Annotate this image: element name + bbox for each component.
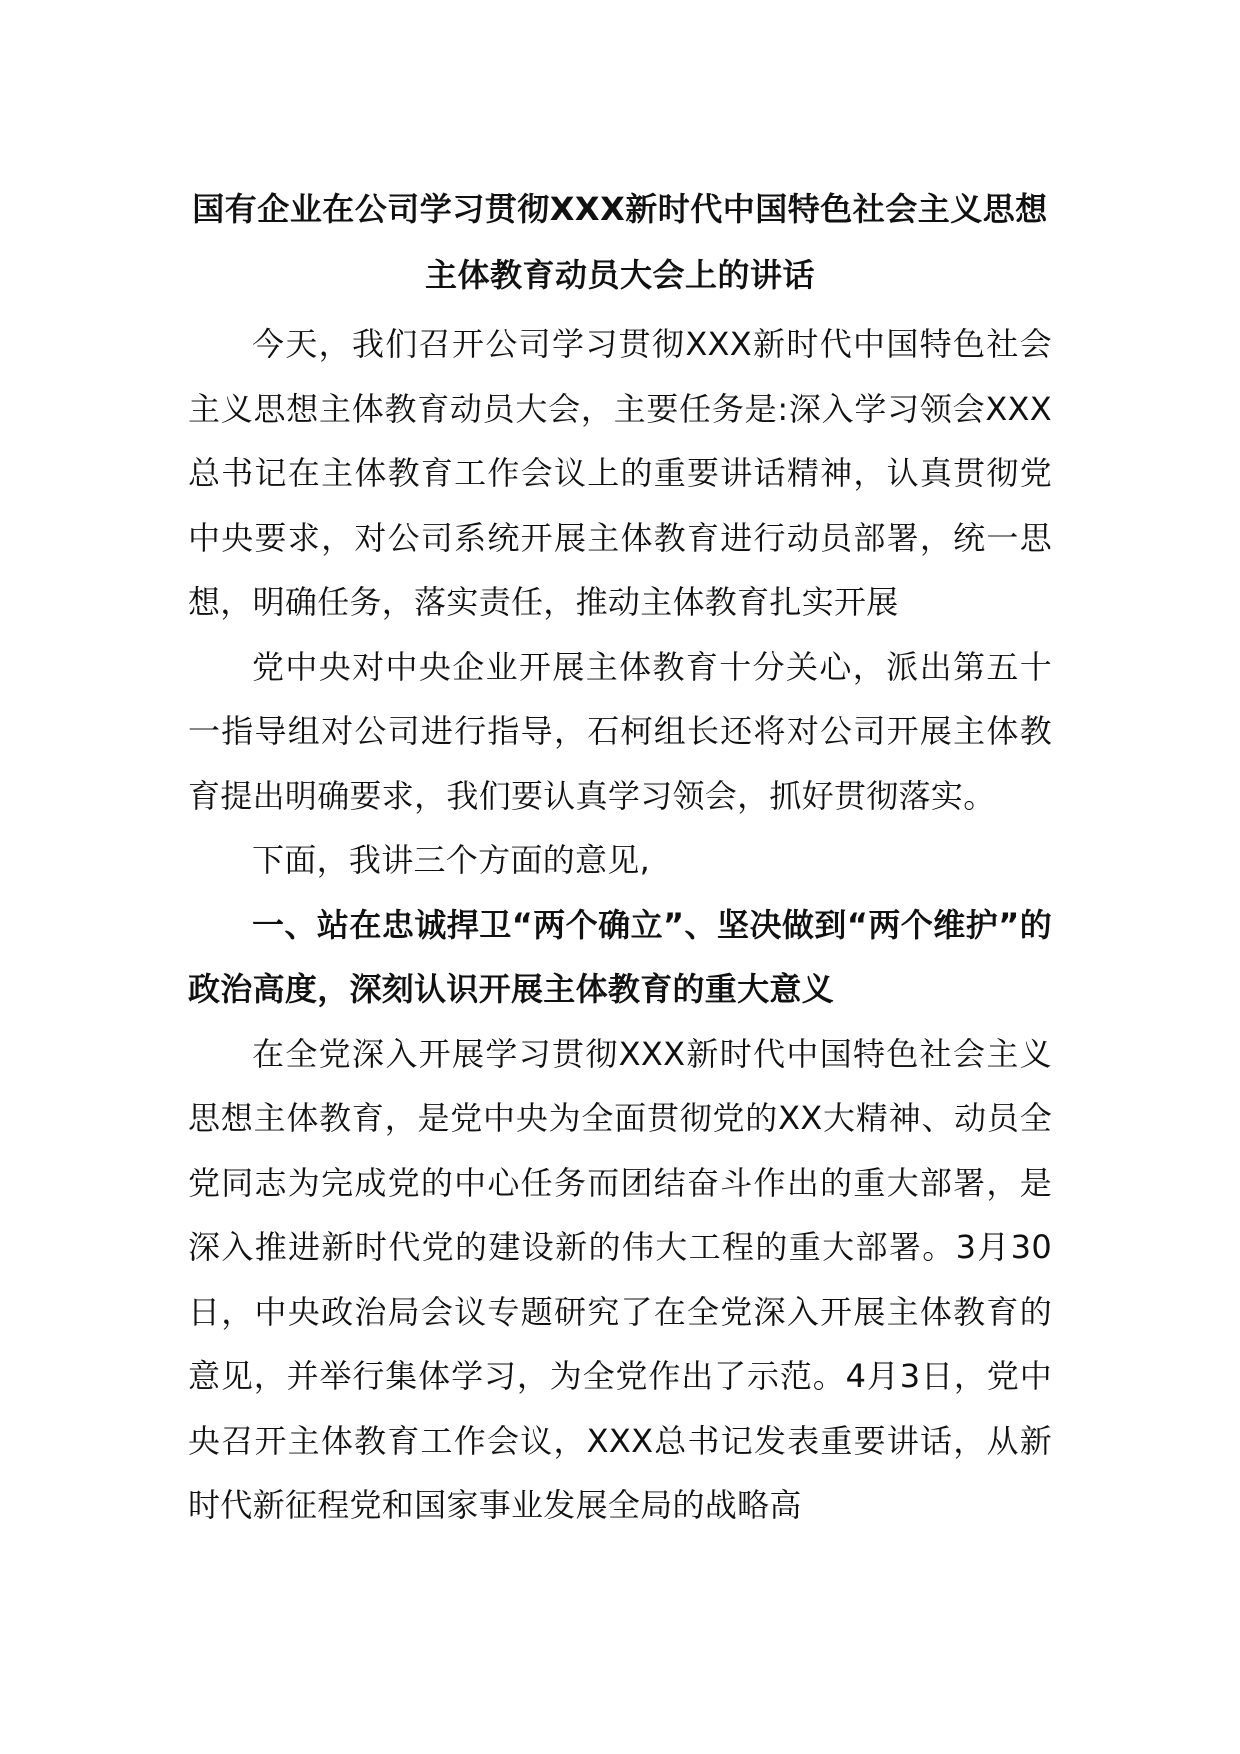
paragraph-outline: 下面，我讲三个方面的意见, xyxy=(252,841,651,879)
paragraph-section-1: 在全党深入开展学习贯彻XXX新时代中国特色社会主义思想主体教育，是党中央为全面贯彻党的XX大精神、动员全党同志为完成党的中心任务而团结奋斗作出的重大部署，是深入推进新时代党的建设新的伟大工程的重大部署。3月30日，中央政治局会议专题研究了在全党深入开展主体教育的意见，并举行集体学习，为全党作出了示范。4月3日，党中央召开主体教育工作会议，XXX总书记发表重要讲话，从新时代新征程党和国家事业发展全局的战略高 xyxy=(188,1034,1052,1524)
paragraph-intro: 今天，我们召开公司学习贯彻XXX新时代中国特色社会主义思想主体教育动员大会，主要任务是:深入学习领会XXX总书记在主体教育工作会议上的重要讲话精神，认真贯彻党中央要求，对公司系统开展主体教育进行动员部署，统一思想，明确任务，落实责任，推动主体教育扎实开展 xyxy=(188,325,1052,621)
document-title: 国有企业在公司学习贯彻XXX新时代中国特色社会主义思想主体教育动员大会上的讲话 xyxy=(192,190,1048,294)
section-heading-1: 一、站在忠诚捍卫“两个确立”、坚决做到“两个维护”的政治高度，深刻认识开展主体教育的重大意义 xyxy=(188,905,1052,1008)
paragraph-guidance: 党中央对中央企业开展主体教育十分关心，派出第五十一指导组对公司进行指导，石柯组长还将对公司开展主体教育提出明确要求，我们要认真学习领会，抓好贯彻落实。 xyxy=(188,647,1052,815)
document-body xyxy=(188,176,1052,1538)
